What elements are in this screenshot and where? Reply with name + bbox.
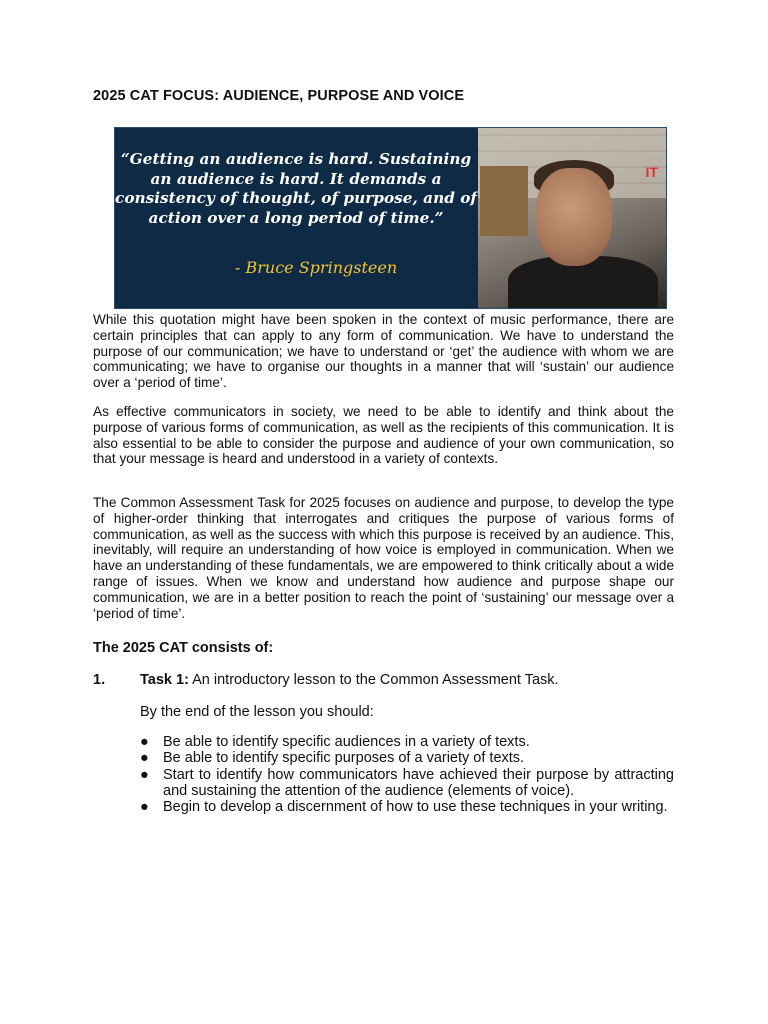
banner-quote: “Getting an audience is hard. Sustaining an audience is hard. It demands a consistency of thought, of purpose, and of action over a long period of time.” — [115, 150, 477, 227]
list-item — [140, 734, 674, 750]
task-label: Task 1: — [140, 672, 189, 688]
bullet-icon: ● — [140, 750, 149, 767]
bullet-icon: ● — [140, 766, 149, 783]
paragraph-3: The Common Assessment Task for 2025 focuses on audience and purpose, to develop the type of higher-order thinking that interrogates and critiques the purpose of various forms of communication, as well as the success with which this purpose is received by an audience. This, inevitably, will require an understanding of how voice is employed in communication. When we have an understanding of these fundamentals, we are empowered to think critically about a wide range of issues. When we know and understand how audience and purpose shape our communication, we are in a better position to reach the point of ‘sustaining’ our message over a ‘period of time’. — [93, 495, 674, 621]
list-item — [140, 750, 674, 766]
bullet-icon: ● — [140, 734, 149, 750]
objectives-list — [140, 734, 674, 815]
list-item — [140, 799, 674, 815]
list-item — [140, 767, 674, 800]
paragraph-1: While this quotation might have been spoken in the context of music performance, there are certain principles that can apply to any form of communication. We have to understand the purpose of our communication; we have to understand or ‘get’ the audience with whom we are communicating; we have to organise our thoughts in a manner that will ‘sustain’ our audience over a ‘period of time’. — [93, 312, 674, 391]
page-title: 2025 CAT FOCUS: AUDIENCE, PURPOSE AND VOICE — [93, 88, 465, 104]
quote-banner — [114, 127, 667, 309]
paragraph-2: As effective communicators in society, we need to be able to identify and think about the purpose of various forms of communication, as well as the recipients of this communication. It is also essential to be able to consider the purpose and audience of your own communication, so that your message is heard and understood in a variety of contexts. — [93, 404, 674, 467]
document-page — [93, 86, 674, 816]
bullet-icon: ● — [140, 799, 149, 816]
photo-sign: IT — [645, 164, 658, 180]
task-text: An introductory lesson to the Common Assessment Task. — [188, 672, 559, 688]
list-item-text: Begin to develop a discernment of how to use these techniques in your writing. — [163, 799, 668, 816]
list-item-text: Be able to identify specific audiences in a variety of texts. — [163, 734, 530, 750]
list-item-text: Start to identify how communicators have achieved their purpose by attracting and sustaining the attention of the audience (elements of voice). — [163, 766, 674, 799]
task-description — [140, 672, 674, 688]
photo-box — [480, 166, 528, 236]
portrait-photo — [478, 128, 666, 308]
photo-face — [536, 168, 612, 266]
task-intro: By the end of the lesson you should: — [140, 704, 374, 720]
task-number: 1. — [93, 672, 106, 688]
banner-author: - Bruce Springsteen — [235, 258, 398, 277]
cat-heading: The 2025 CAT consists of: — [93, 640, 274, 656]
list-item-text: Be able to identify specific purposes of a variety of texts. — [163, 750, 525, 767]
